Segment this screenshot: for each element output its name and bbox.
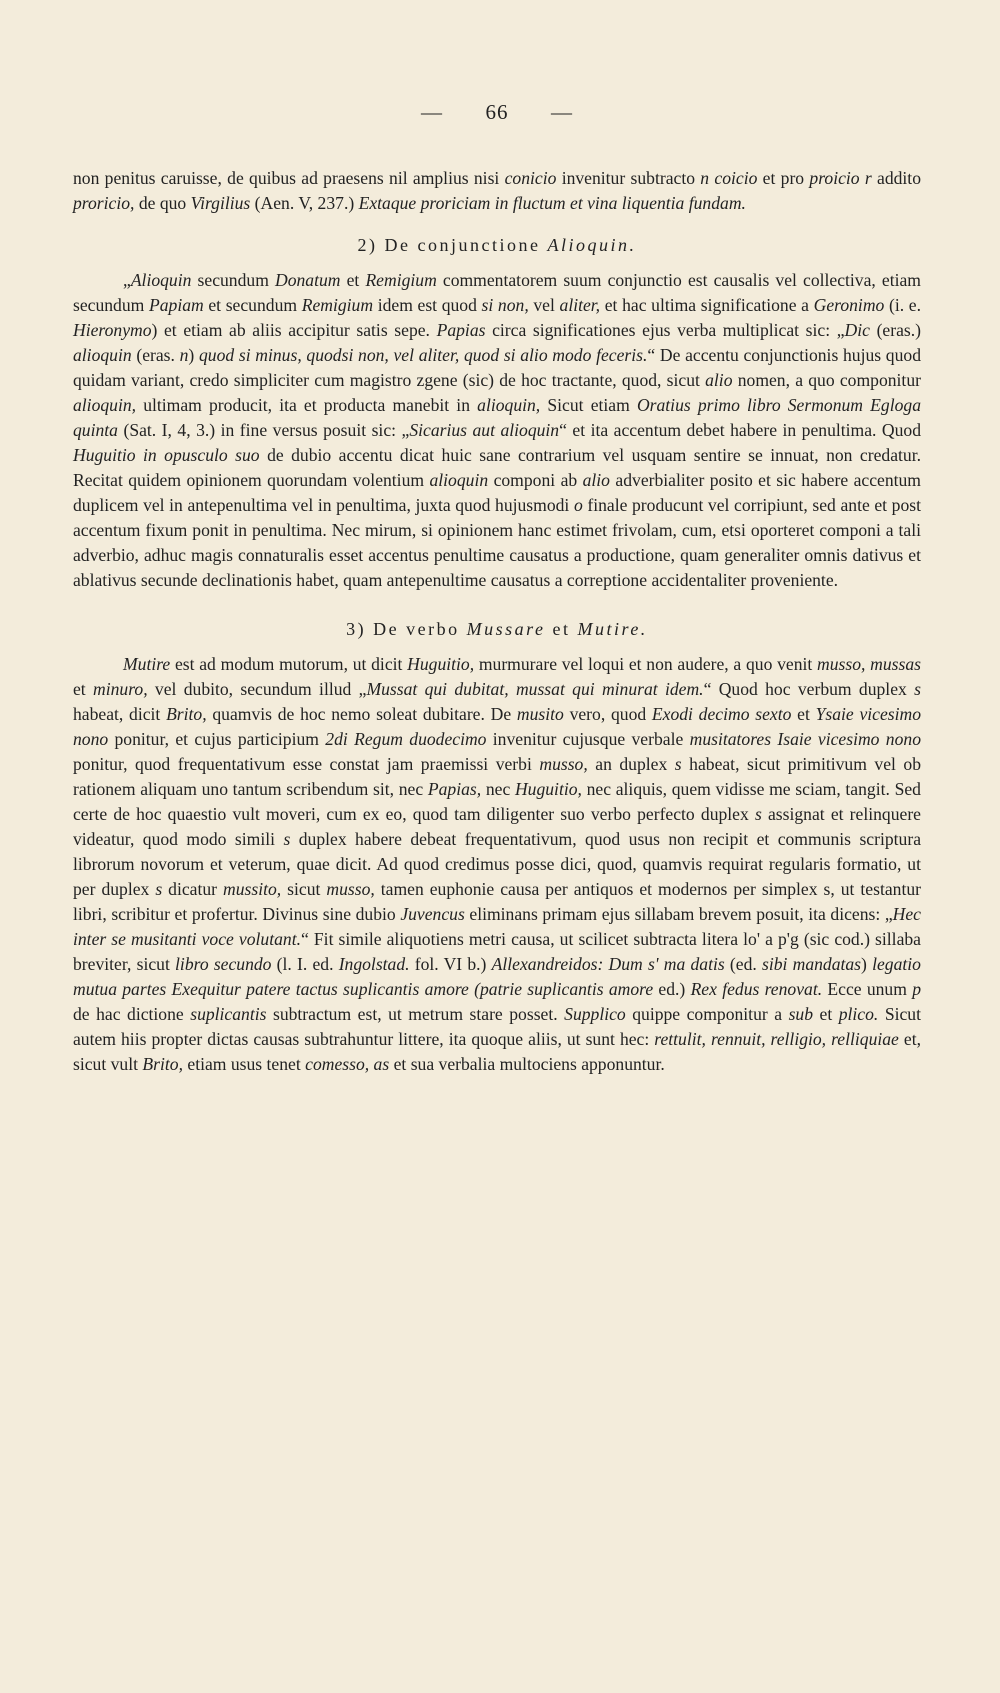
text-run: sicut [281,879,327,899]
text-run: „ [123,270,131,290]
dash-left: — [421,100,443,124]
italic-text-run: Brito, [142,1054,183,1074]
text-run: “ De accentu conjunctionis hujus quod quidam variant, credo simpliciter cum magistro [73,345,921,390]
paragraph-alioquin [73,268,921,593]
italic-text-run: s [674,754,682,774]
text-run: quamvis de hoc nemo soleat dubitare. De [206,704,517,724]
text-run: fol. VI b.) [409,954,492,974]
italic-text-run: Juvencus [400,904,465,924]
page-number-line [73,100,921,124]
text-run: (l. I. ed. [271,954,339,974]
italic-text-run: sub [788,1004,814,1024]
italic-text-run: musso, mussas [817,654,921,674]
text-run: et [813,1004,839,1024]
text-run: quippe componitur a [625,1004,789,1024]
italic-text-run: Remigium [301,295,374,315]
italic-text-run: Virgilius [190,193,251,213]
dash-right: — [551,100,573,124]
text-run: (i. e. [884,295,921,315]
text-run: de quo [134,193,191,213]
text-run: “ Quod hoc verbum duplex [703,679,915,699]
italic-text-run: alioquin, [73,395,137,415]
section-heading-alioquin [73,233,921,258]
text-run: vel [528,295,560,315]
italic-text-run: Sicarius aut alioquin [409,420,560,440]
text-run: ultimam producit, ita et producta manebit in [136,395,478,415]
text-run: habeat, dicit [73,704,167,724]
text-run: invenitur subtracto [556,168,701,188]
page-number: 66 [485,100,509,124]
text-run: commentatorem suum conjunctio est causalis vel collectiva, etiam secundum [73,270,921,315]
italic-text-run: 2di Regum duodecimo [325,729,487,749]
italic-text-run: Mussare [466,619,546,639]
text-run: addito [871,168,921,188]
text-run: (ed. [724,954,762,974]
italic-text-run: Oratius primo libro Sermonum Egloga quinta [73,395,921,440]
paragraph-mutire [73,652,921,1077]
italic-text-run: p [912,979,921,999]
italic-text-run: Allexandreidos: Dum s' ma datis [491,954,725,974]
italic-text-run: n coicio [700,168,758,188]
italic-text-run: Ysaie vicesimo nono [73,704,921,749]
text-run: de dubio accentu dicat huic sane contrarium vel usquam sentire se innuat, non credatur. Recitat quidem opinionem quorundam volentium [73,445,921,490]
text-run: murmurare vel loqui et non audere, a quo venit [474,654,818,674]
section-heading-mussare-mutire [73,617,921,642]
text-run: et sua verbalia multociens apponuntur. [389,1054,665,1074]
italic-text-run: musso, [539,754,588,774]
italic-text-run: aliter, [559,295,601,315]
text-run: vero, quod [563,704,652,724]
page-text-block [73,100,921,1077]
italic-text-run: alioquin, [477,395,541,415]
text-run: zgene [416,370,458,390]
italic-text-run: quod si minus, quodsi non, vel aliter, quod si alio modo feceris. [198,345,648,365]
text-run: nec [481,779,515,799]
text-run: eliminans primam ejus sillabam brevem posuit, ita dicens: „ [464,904,893,924]
text-run: ) et etiam ab aliis accipitur satis sepe. [151,320,437,340]
italic-text-run: Rex fedus renovat. [690,979,823,999]
text-run: (sic) de hoc tractante, quod, sicut [457,370,706,390]
italic-text-run: conicio [504,168,557,188]
italic-text-run: Hec inter se musitanti voce volutant. [73,904,921,949]
italic-text-run: minuro, [93,679,148,699]
text-run: et [73,679,94,699]
italic-text-run: si non, [481,295,529,315]
text-run: ponitur, quod frequentativum esse constat jam praemissi verbi [73,754,540,774]
text-run: adverbialiter posito et sic habere accentum duplicem vel in antepenultima vel in penultima, juxta quod hujusmodi [73,470,921,515]
italic-text-run: s [283,829,291,849]
italic-text-run: Brito, [166,704,207,724]
text-run: dicatur [162,879,224,899]
text-run: an duplex [587,754,675,774]
text-run: et [791,704,816,724]
text-run: et [340,270,366,290]
italic-text-run: s [754,804,762,824]
italic-text-run: s [914,679,921,699]
italic-text-run: Mutire. [577,619,648,639]
italic-text-run: musitatores Isaie vicesimo nono [689,729,921,749]
text-run: componi ab [488,470,583,490]
italic-text-run: proicio r [809,168,872,188]
italic-text-run: plico. [838,1004,879,1024]
text-run: vel dubito, secundum illud „ [147,679,367,699]
text-run: (eras.) [869,320,922,340]
text-run: non penitus caruisse, de quibus ad praesens nil amplius nisi [73,168,505,188]
text-run: (Sat. I, 4, 3.) in fine versus posuit sic: „ [117,420,410,440]
text-run: Sicut etiam [540,395,637,415]
italic-text-run: Papias, [427,779,482,799]
text-run: etiam usus tenet [182,1054,306,1074]
text-run: tamen euphonie causa per antiquos et modernos per simplex s, ut testantur libri, scribitur et profertur. Divinus sine dubio [73,879,922,924]
text-run: subtractum est, ut metrum stare posset. [266,1004,565,1024]
italic-text-run: Donatum [275,270,341,290]
italic-text-run: Huguitio in opusculo suo [73,445,260,465]
italic-text-run: Papiam [148,295,204,315]
text-run: idem est quod [373,295,482,315]
italic-text-run: musso, [326,879,375,899]
text-run: secundum [191,270,275,290]
paragraph-intro [73,166,921,216]
italic-text-run: proricio, [73,193,135,213]
text-run: et pro [757,168,810,188]
italic-text-run: Extaque proriciam in fluctum et vina liquentia fundam. [358,193,746,213]
italic-text-run: Huguitio, [514,779,582,799]
italic-text-run: sibi mandatas [761,954,862,974]
text-run: duplex habere debeat frequentativum, quod usus non recipit et communis scriptura librorum novorum et veterum, quae dicit. Ad quod credimus posse dici, quod, quamvis requirat regularis formatio, ut per duplex [73,829,921,899]
italic-text-run: Supplico [564,1004,626,1024]
italic-text-run: Geronimo [813,295,885,315]
text-run: “ Fit simile aliquotiens metri causa, ut scilicet subtracta litera lo' a p'g (sic cod.) sillaba breviter, sicut [73,929,921,974]
italic-text-run: Dic [844,320,870,340]
text-run: et hac ultima significatione a [600,295,814,315]
italic-text-run: s [155,879,163,899]
text-run: “ et ita accentum debet habere in penultima. Quod [559,420,922,440]
italic-text-run: Huguitio, [407,654,475,674]
italic-text-run: suplicantis [190,1004,267,1024]
text-run: habeat, sicut primitivum vel ob rationem aliquam uno tantum scribendum sit, nec [73,754,921,799]
text-run: Ecce unum [822,979,913,999]
text-run: assignat et relinquere videatur, quod modo simili [73,804,921,849]
italic-text-run: Exodi decimo sexto [651,704,792,724]
italic-text-run: mussito, [223,879,282,899]
italic-text-run: musito [516,704,564,724]
italic-text-run: Mussat qui dubitat, mussat qui minurat idem. [366,679,704,699]
text-run: est ad modum mutorum, ut dicit [170,654,408,674]
text-run: (eras. [131,345,180,365]
italic-text-run: alioquin [429,470,489,490]
text-run: invenitur cujusque verbale [486,729,690,749]
italic-text-run: libro secundo [175,954,272,974]
text-run: nec aliquis, quem vidisse me sciam, tangit. Sed certe de hoc quaestio vult moveri, cum ex eo, quod tam diligenter suo verbo perfecto duplex [73,779,921,824]
text-run: et secundum [203,295,302,315]
text-run: finale producunt vel corripiunt, sed ante et post accentum fixum ponit in penultima. Nec mirum, si opinionem hanc estimet frivolam, cum, etsi oporteret componi a tali adverbio, adhuc magis connaturalis esset accentus penultime causatus a productione, quam generaliter omnis dativus et ablativus secunde declinationis habet, quam antepenultime causatus a correptione accidentaliter proveniente. [73,495,921,590]
text-run: (Aen. V, 237.) [250,193,359,213]
text-run: et, sicut vult [73,1029,921,1074]
italic-text-run: Ingolstad. [338,954,410,974]
italic-text-run: legatio mutua partes Exequitur patere tactus suplicantis amore (patrie suplicantis amore [73,954,921,999]
italic-text-run: comesso, as [305,1054,390,1074]
text-run: ponitur, et cujus participium [108,729,326,749]
text-run: 2) De conjunctione [357,235,548,255]
italic-text-run: Papias [436,320,486,340]
text-run: et [545,619,578,639]
italic-text-run: Hieronymo [73,320,152,340]
text-run: ) [861,954,873,974]
italic-text-run: Alioquin. [547,235,637,255]
text-run: 3) De verbo [346,619,467,639]
text-run: circa significationes ejus verba multiplicat sic: „ [485,320,845,340]
italic-text-run: alio [582,470,610,490]
text-run: Sicut autem hiis propter dictas causas subtrahuntur littere, ita quoque aliis, ut sunt hec: [73,1004,921,1049]
text-run: de hac dictione [73,1004,191,1024]
italic-text-run: alio [705,370,733,390]
italic-text-run: alioquin [73,345,132,365]
text-run: ed.) [653,979,691,999]
text-run: nomen, a quo componitur [732,370,921,390]
text-run: ) [188,345,199,365]
italic-text-run: Mutire [123,654,171,674]
italic-text-run: o [573,495,583,515]
italic-text-run: n [179,345,189,365]
italic-text-run: rettulit, rennuit, relligio, relliquiae [654,1029,899,1049]
italic-text-run: Remigium [365,270,437,290]
italic-text-run: Alioquin [130,270,192,290]
